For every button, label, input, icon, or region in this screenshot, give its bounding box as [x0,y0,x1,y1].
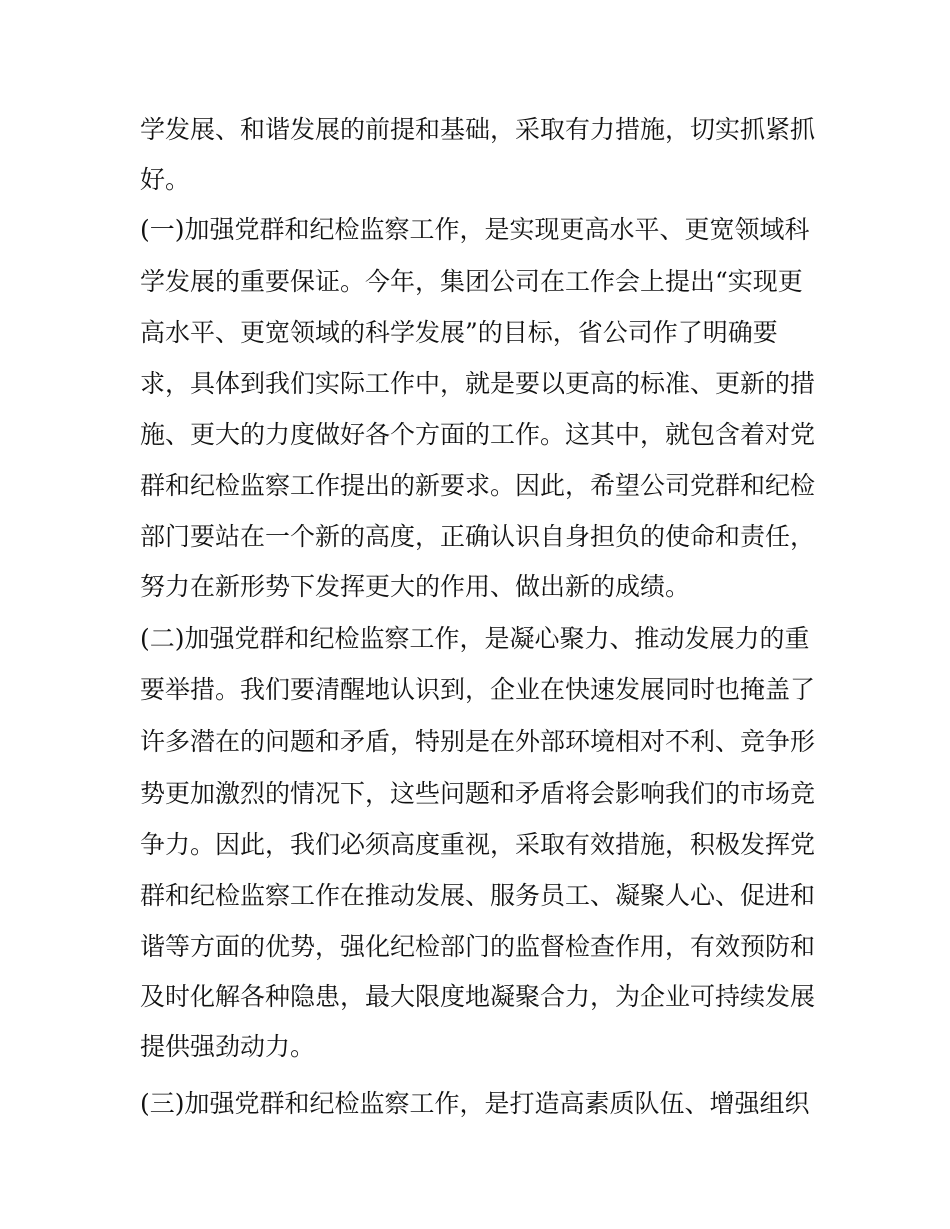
text-line: 施、更大的力度做好各个方面的工作。这其中，就包含着对党 [140,420,816,449]
text-line: 许多潜在的问题和矛盾，特别是在外部环境相对不利、竞争形 [140,727,816,756]
text-line: 群和纪检监察工作在推动发展、服务员工、凝聚人心、促进和 [140,881,816,910]
text-line: 谐等方面的优势，强化纪检部门的监督检查作用，有效预防和 [140,932,816,961]
text-line: 学发展的重要保证。今年，集团公司在工作会上提出“实现更 [140,267,803,296]
text-line: (一)加强党群和纪检监察工作，是实现更高水平、更宽领域科 [140,215,810,244]
text-line: (二)加强党群和纪检监察工作，是凝心聚力、推动发展力的重 [140,624,810,653]
text-line: 好。 [140,165,191,194]
text-line: 求，具体到我们实际工作中，就是要以更高的标准、更新的措 [140,369,816,398]
text-line: (三)加强党群和纪检监察工作，是打造高素质队伍、增强组织 [140,1089,810,1118]
text-line: 及时化解各种隐患，最大限度地凝聚合力，为企业可持续发展 [140,982,816,1011]
text-line: 努力在新形势下发挥更大的作用、做出新的成绩。 [140,572,691,601]
text-line: 争力。因此，我们必须高度重视，采取有效措施，积极发挥党 [140,830,816,859]
text-line: 群和纪检监察工作提出的新要求。因此，希望公司党群和纪检 [140,471,816,500]
text-line: 学发展、和谐发展的前提和基础，采取有力措施，切实抓紧抓 [140,115,816,144]
text-line: 提供强劲动力。 [140,1032,316,1061]
text-line: 要举措。我们要清醒地认识到，企业在快速发展同时也掩盖了 [140,675,816,704]
text-line: 部门要站在一个新的高度，正确认识自身担负的使命和责任， [140,522,816,551]
text-line: 高水平、更宽领域的科学发展”的目标，省公司作了明确要 [140,318,778,347]
text-line: 势更加激烈的情况下，这些问题和矛盾将会影响我们的市场竞 [140,779,816,808]
